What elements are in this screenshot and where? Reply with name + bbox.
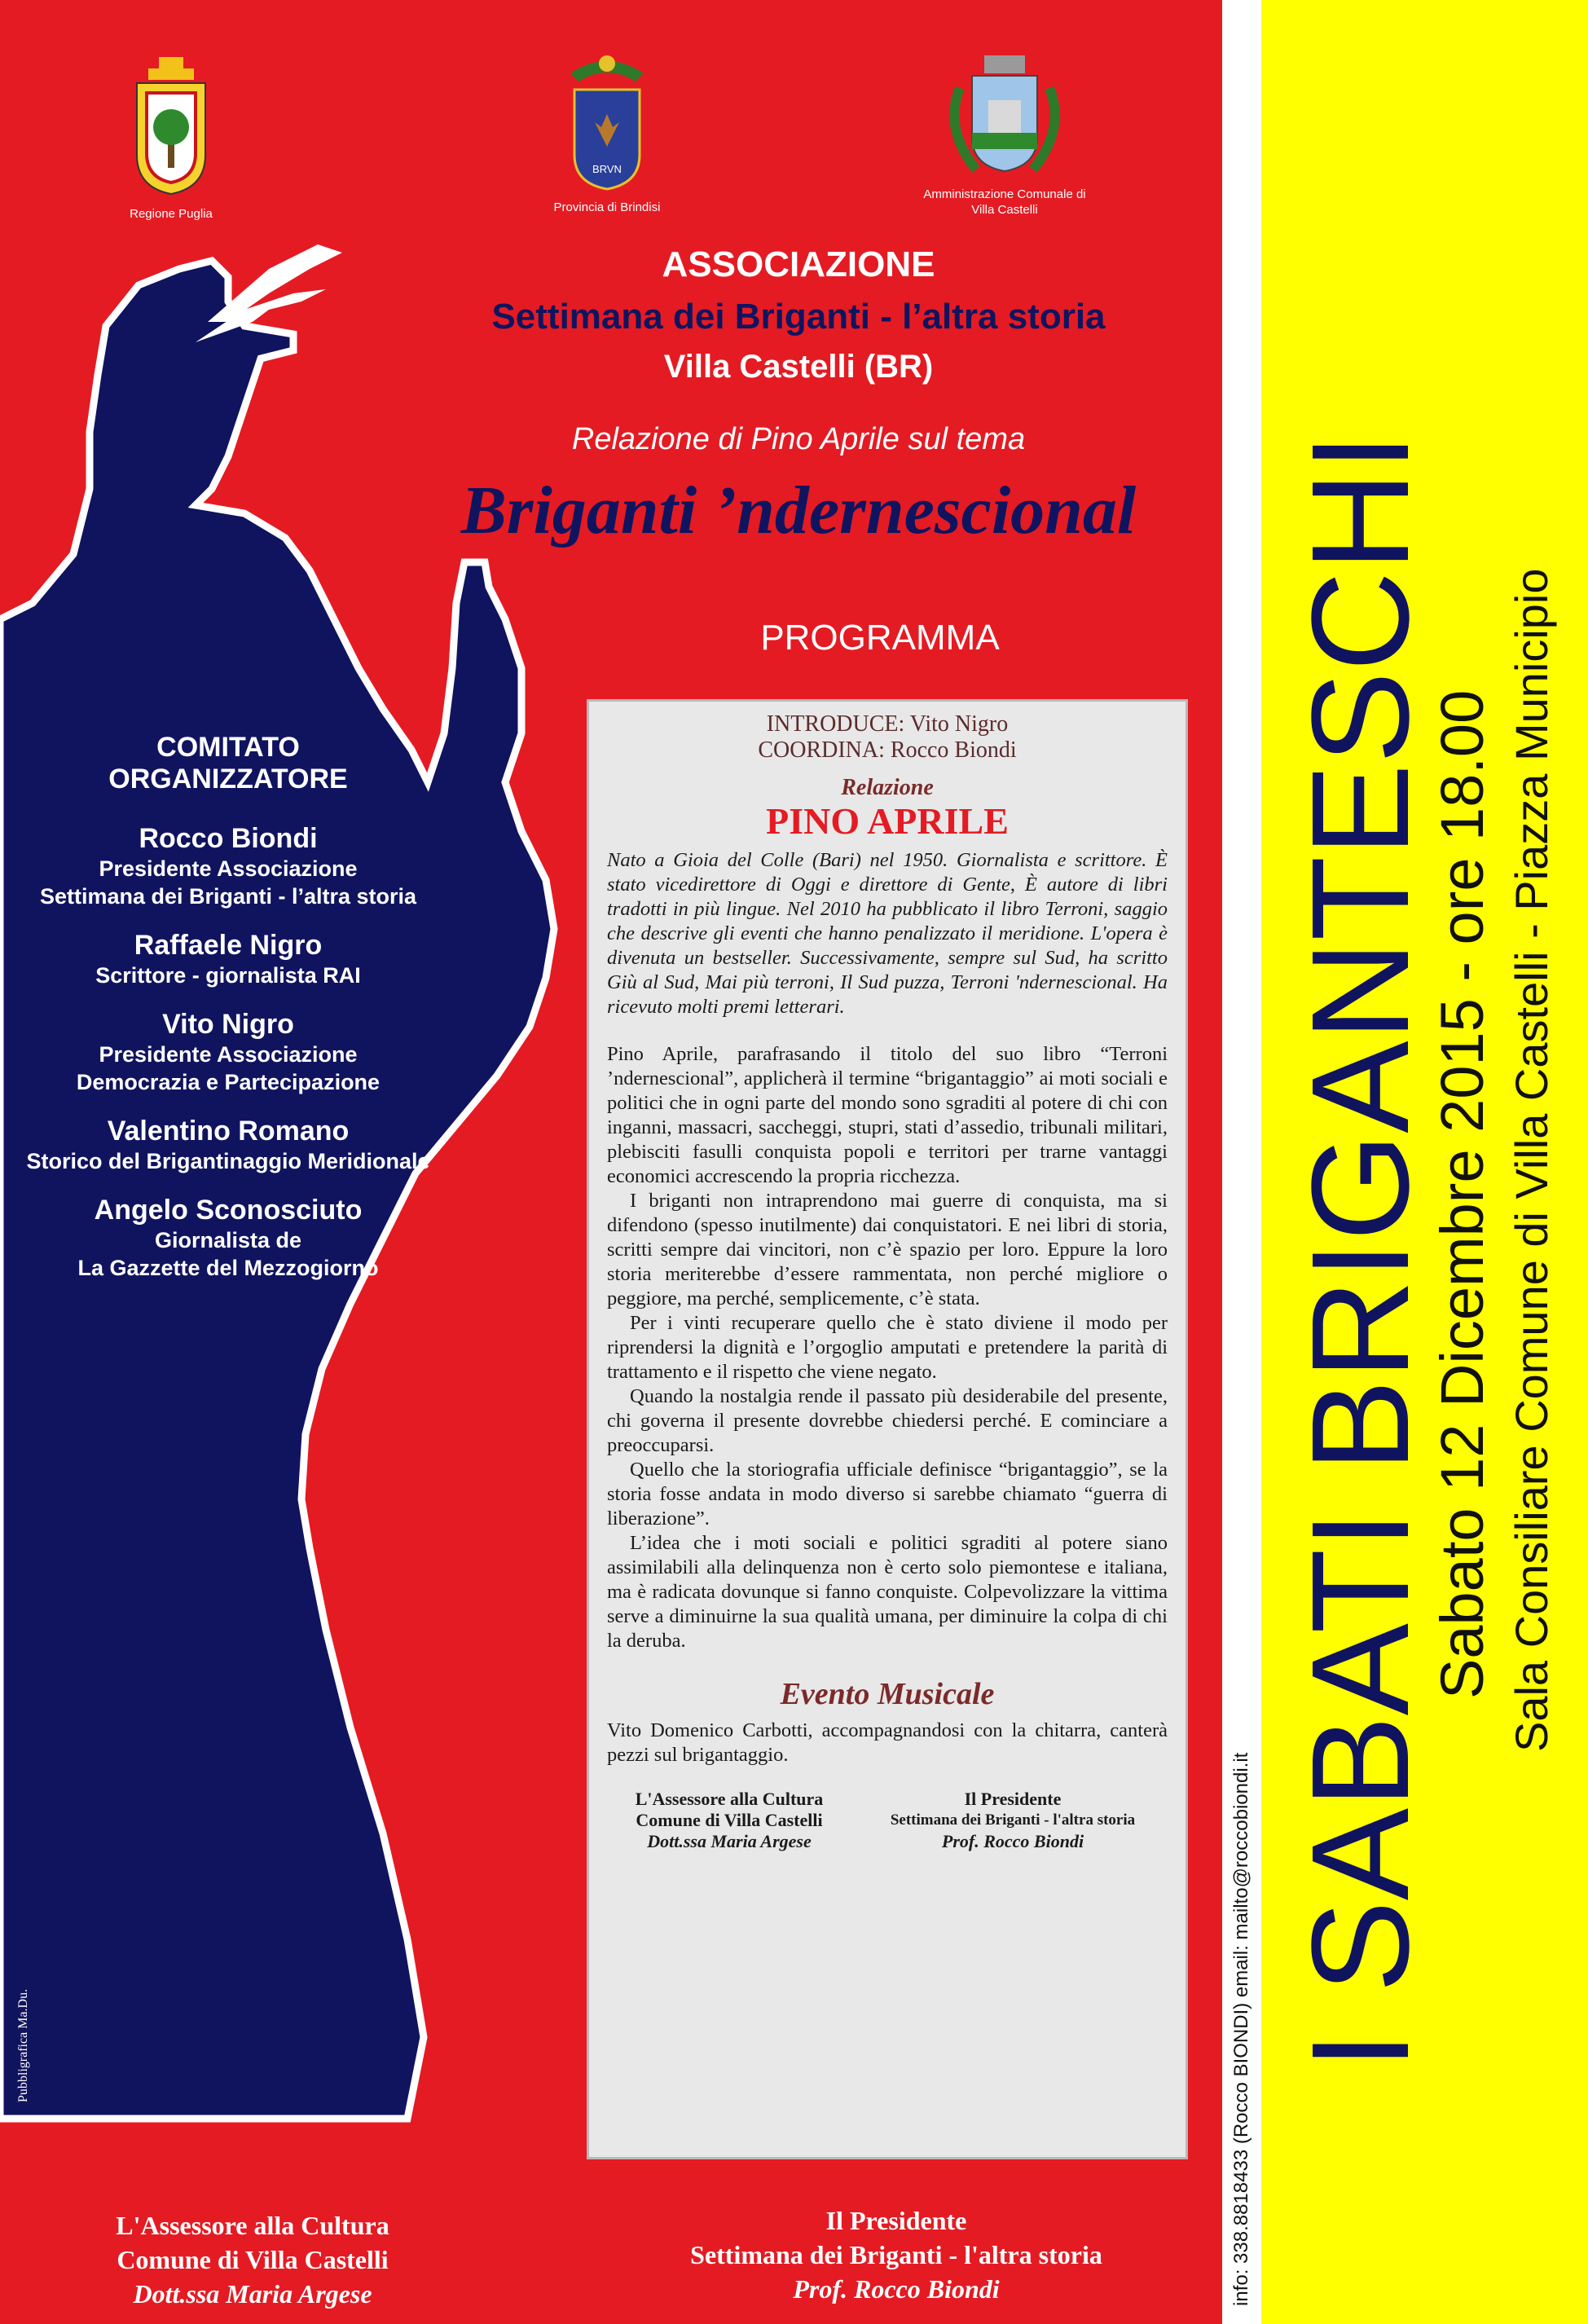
body-paragraph: Per i vinti recuperare quello che è stato diviene il modo per riprendersi la dignità e l’orgoglio amputati e pretendere la parità di trattamento e il rispetto che viene negato. xyxy=(607,1312,1168,1383)
member-role: Giornalista de xyxy=(154,1228,302,1252)
member-role: La Gazzette del Mezzogiorno xyxy=(77,1256,379,1280)
evento-title: Evento Musicale xyxy=(780,1677,995,1711)
logo-provincia-brindisi xyxy=(562,49,652,191)
logo-caption-villa-castelli-2: Villa Castelli xyxy=(971,203,1038,217)
member-name: Valentino Romano xyxy=(107,1116,350,1147)
evento-text: Vito Domenico Carbotti, accompagnandosi con la chitarra, canterà pezzi sul brigantaggio. xyxy=(607,1719,1168,1766)
side-title: I SABATI BRIGANTESCHI xyxy=(1283,433,1438,2070)
panel-sig-left-2: Comune di Villa Castelli xyxy=(636,1810,823,1830)
introduce-line: INTRODUCE: Vito Nigro xyxy=(766,711,1009,737)
villa-castelli-emblem-icon xyxy=(944,55,1066,178)
panel-sig-right-3: Prof. Rocco Biondi xyxy=(941,1831,1084,1851)
body-paragraph: Pino Aprile, parafrasando il titolo del suo libro “Terroni ’ndernescional”, applicherà il termine “brigantaggio” ai moti sociali e politici che in ogni parte del mondo sono sgraditi al potere di chi con inganni, massacri, saccheggi, stupri, stati d’assedio, tribunali militari, plebisciti fasulli conquista popoli e territori per trarne vantaggi economici accrescendo la propria ricchezza. xyxy=(607,1043,1168,1187)
panel-sig-right xyxy=(858,1789,1168,1852)
logo-caption-villa-castelli-1: Amministrazione Comunale di xyxy=(923,187,1086,201)
footer-sig-right-2: Settimana dei Briganti - l'altra storia xyxy=(690,2240,1102,2269)
member-name: Raffaele Nigro xyxy=(134,930,323,961)
logo-regione-puglia xyxy=(130,57,212,196)
logo-caption-regione: Regione Puglia xyxy=(130,207,213,221)
relazione-label: Relazione xyxy=(841,775,934,800)
provincia-brindisi-emblem-icon xyxy=(562,49,652,191)
body-paragraph: L’idea che i moti sociali e politici sgraditi al potere siano assimilabili alla delinquenza non è certo solo piemontese e italiana, ma è radicata dovunque si fanno conquiste. Colpevolizzare la vittima serve a diminuirne la sua qualità umana, per diminuire la colpa di chi la deruba. xyxy=(607,1532,1168,1652)
panel-sig-right-2: Settimana dei Briganti - l'altra storia xyxy=(890,1811,1136,1829)
footer-sig-right xyxy=(619,2203,1173,2306)
printer-credit: Pubbligrafica Ma.Du. xyxy=(16,1988,30,2102)
programma-label: PROGRAMMA xyxy=(760,618,1000,658)
member-name: Angelo Sconosciuto xyxy=(94,1195,363,1226)
speaker-bio: Nato a Gioia del Colle (Bari) nel 1950. Giornalista e scrittore. È stato vicedirettore di Oggi e direttore di Gente, È autore di libri tradotti in più lingue. Nel 2010 ha pubblicato il libro Terroni, saggio che descrive gli eventi che hanno penalizzato il meridione. L'opera è divenuta un bestseller. Successivamente, sempre sul Sud, ha scritto Giù al Sud, Mai più terroni, Il Sud puzza, Terroni 'ndernescional. Ha ricevuto molti premi letterari. xyxy=(607,849,1168,1018)
footer-sig-left-3: Dott.ssa Maria Argese xyxy=(133,2279,372,2309)
coordina-line: COORDINA: Rocco Biondi xyxy=(758,737,1017,763)
assoc-label: ASSOCIAZIONE xyxy=(662,244,935,284)
relazione-intro: Relazione di Pino Aprile sul tema xyxy=(571,422,1026,456)
body-paragraph: Quello che la storiografia ufficiale definisce “brigantaggio”, se la storia fosse andata in modo diverso si sarebbe chiamato “guerra di liberazione”. xyxy=(607,1459,1168,1530)
assoc-name: Settimana dei Briganti - l’altra storia xyxy=(491,297,1106,337)
regione-puglia-emblem-icon xyxy=(130,57,212,196)
body-paragraph: Quando la nostalgia rende il passato più desiderabile del presente, chi governa il presente dovrebbe chiedersi perché. E cominciare a preoccuparsi. xyxy=(607,1385,1168,1456)
footer-sig-left-1: L'Assessore alla Cultura xyxy=(116,2211,389,2240)
member-role: Scrittore - giornalista RAI xyxy=(95,963,361,988)
program-panel xyxy=(587,699,1188,2159)
panel-sig-left-1: L'Assessore alla Cultura xyxy=(635,1789,824,1809)
footer-sig-right-3: Prof. Rocco Biondi xyxy=(793,2274,1000,2304)
event-title: Briganti ’ndernescional xyxy=(460,473,1137,548)
comitato-block xyxy=(0,732,456,1282)
member-name: Rocco Biondi xyxy=(139,823,318,854)
comitato-title-1: COMITATO xyxy=(156,732,300,763)
logo-villa-castelli xyxy=(944,55,1066,178)
logo-caption-provincia: Provincia di Brindisi xyxy=(553,200,661,214)
footer-sig-left-2: Comune di Villa Castelli xyxy=(117,2245,389,2274)
provincia-shield-text: BRVN xyxy=(592,163,622,175)
panel-sig-left xyxy=(607,1789,851,1852)
side-venue: Sala Consiliare Comune di Villa Castelli - Piazza Municipio xyxy=(1506,568,1557,1752)
member-role: Democrazia e Partecipazione xyxy=(76,1070,381,1094)
member-role: Settimana dei Briganti - l’altra storia xyxy=(39,884,417,909)
member-name: Vito Nigro xyxy=(162,1009,294,1040)
panel-signatures xyxy=(607,1789,1168,1852)
assoc-place: Villa Castelli (BR) xyxy=(663,349,934,385)
member-role: Presidente Associazione xyxy=(99,856,358,881)
member-role: Presidente Associazione xyxy=(99,1042,358,1067)
side-info: info: 338.8818433 (Rocco BIONDI) email: mailto@roccobiondi.it xyxy=(1230,1752,1252,2306)
footer-sig-left xyxy=(65,2208,440,2311)
body-paragraph: I briganti non intraprendono mai guerre di conquista, ma si difendono (spesso inutilmente) dai conquistatori. E nei libri di storia, scritti sempre dai vincitori, non c’è spazio per loro. Eppure la loro storia meriterebbe d’essere rammentata, non perché migliore o peggiore, ma perché, semplicemente, c’è stata. xyxy=(607,1190,1168,1309)
member-role: Storico del Brigantinaggio Meridionale xyxy=(26,1149,430,1173)
speaker-name: PINO APRILE xyxy=(766,800,1009,842)
panel-sig-right-1: Il Presidente xyxy=(964,1789,1062,1809)
side-date: Sabato 12 Dicembre 2015 - ore 18.00 xyxy=(1428,689,1496,1699)
comitato-title-2: ORGANIZZATORE xyxy=(108,764,348,794)
panel-sig-left-3: Dott.ssa Maria Argese xyxy=(647,1831,812,1851)
footer-sig-right-1: Il Presidente xyxy=(825,2206,967,2235)
